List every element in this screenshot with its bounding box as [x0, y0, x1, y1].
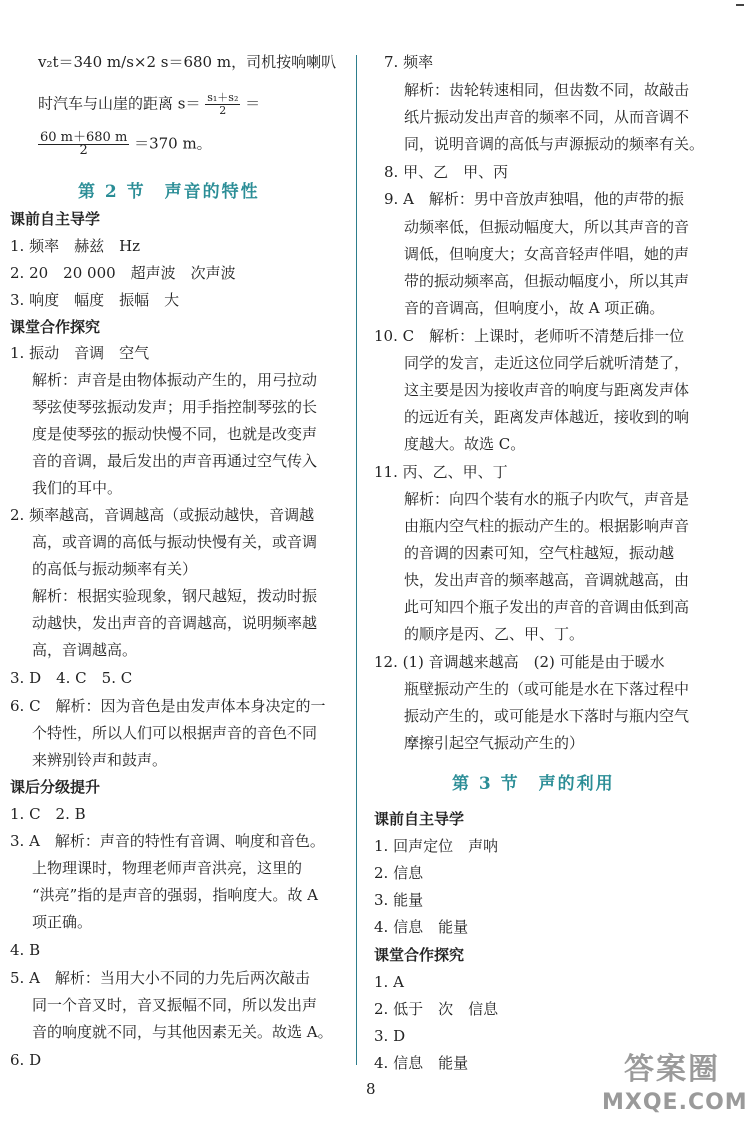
- explanation-line: 高，音调越高。: [32, 641, 138, 659]
- explanation-line: 音的响度就不同，与其他因素无关。故选 A。: [32, 1023, 333, 1041]
- explanation-line: 此可知四个瓶子发出的声音的音调由低到高: [404, 598, 690, 616]
- column-divider: [356, 55, 357, 1065]
- explanation-line: “洪亮”指的是声音的强弱，指响度大。故 A: [32, 886, 318, 904]
- explanation-line: 来辨别铃声和鼓声。: [32, 751, 168, 769]
- explanation-line: 纸片振动发出声音的频率不同，从而音调不: [404, 108, 690, 126]
- explanation-line: 音的音调高，但响度小，故 A 项正确。: [404, 299, 665, 317]
- explanation-line: 的音调的因素可知，空气柱越短，振动越: [404, 544, 675, 562]
- answer-item: 1. C 2. B: [10, 805, 86, 823]
- watermark-logo: [602, 1050, 748, 1124]
- explanation-line: 调低，但响度大；女高音轻声伴唱，她的声: [404, 245, 690, 263]
- explanation-line: 解析：向四个装有水的瓶子内吹气，声音是: [404, 490, 690, 508]
- fraction-denominator: 2: [219, 104, 227, 117]
- explanation-line: 音的音调，最后发出的声音再通过空气传入: [32, 452, 318, 470]
- answer-item: 1. A: [374, 973, 404, 991]
- watermark-text: 答案圈: [624, 1052, 720, 1087]
- answer-item: 3. 能量: [374, 891, 424, 909]
- explanation-line: 带的振动频率高，但振动幅度小，所以其声: [404, 272, 690, 290]
- subsection-heading: 课前自主导学: [374, 810, 465, 828]
- answer-item: 6. D: [10, 1051, 42, 1069]
- answer-item: 5. A 解析：当用大小不同的力先后两次敲击: [10, 969, 310, 987]
- answer-item: 2. 信息: [374, 864, 424, 882]
- fraction-numerator: 60 m＋680 m: [40, 130, 128, 145]
- explanation-line: 上物理课时，物理老师声音洪亮，这里的: [32, 859, 303, 877]
- explanation-line: 解析：根据实验现象，钢尺越短，拨动时振: [32, 587, 318, 605]
- explanation-line: 的高低与振动频率有关）: [32, 560, 198, 578]
- text-segment: 时汽车与山崖的距离 s＝: [38, 94, 201, 113]
- answer-item: 3. 响度 幅度 振幅 大: [10, 291, 180, 309]
- explanation-line: 动频率低，但振动幅度大，所以其声音的音: [404, 218, 690, 236]
- answer-item: 8. 甲、乙 甲、丙: [384, 163, 509, 181]
- answer-item: 12. (1) 音调越来越高 (2) 可能是由于暖水: [374, 653, 665, 671]
- fraction-denominator: 2: [79, 143, 88, 158]
- subsection-heading: 课后分级提升: [10, 778, 101, 796]
- explanation-line: 的顺序是丙、乙、甲、丁。: [404, 625, 585, 643]
- answer-item: 6. C 解析：因为音色是由发声体本身决定的一: [10, 697, 326, 715]
- section-title: 第 2 节 声音的特性: [78, 182, 260, 202]
- answer-item: 1. 回声定位 声呐: [374, 837, 499, 855]
- subsection-heading: 课前自主导学: [10, 210, 101, 228]
- answer-item: 11. 丙、乙、甲、丁: [374, 463, 508, 481]
- explanation-line: 快，发出声音的频率越高，音调就越高，由: [404, 571, 690, 589]
- explanation-line: 解析：齿轮转速相同，但齿数不同，故敲击: [404, 81, 690, 99]
- answer-item: 1. 频率 赫兹 Hz: [10, 237, 141, 255]
- explanation-line: 同，说明音调的高低与声源振动的频率有关。: [404, 135, 705, 153]
- text-line: v₂t＝340 m/s×2 s＝680 m，司机按响喇叭: [38, 53, 337, 71]
- answer-item: 1. 振动 音调 空气: [10, 344, 150, 362]
- explanation-line: 度是使琴弦的振动快慢不同，也就是改变声: [32, 425, 318, 443]
- answer-item: 10. C 解析：上课时，老师听不清楚后排一位: [374, 327, 685, 345]
- watermark-url: MXQE.COM: [602, 1090, 748, 1115]
- page-number: 8: [366, 1080, 376, 1098]
- explanation-line: 同学的发言，走近这位同学后就听清楚了，: [404, 354, 690, 372]
- explanation-line: 度越大。故选 C。: [404, 435, 526, 453]
- explanation-line: 瓶壁振动产生的（或可能是水在下落过程中: [404, 680, 690, 698]
- answer-item: 3. D 4. C 5. C: [10, 669, 133, 687]
- text-segment: ＝370 m。: [134, 134, 212, 153]
- explanation-line: 由瓶内空气柱的振动产生的。根据影响声音: [404, 517, 690, 535]
- fraction: [38, 132, 129, 157]
- subsection-heading: 课堂合作探究: [374, 946, 465, 964]
- answer-item: 4. 信息 能量: [374, 918, 469, 936]
- answer-item: 2. 频率越高，音调越高（或振动越快，音调越: [10, 506, 315, 524]
- explanation-line: 高，或音调的高低与振动快慢有关，或音调: [32, 533, 318, 551]
- answer-item: 7. 频率: [384, 53, 434, 71]
- explanation-line: 的远近有关，距离发声体越近，接收到的响: [404, 408, 690, 426]
- subsection-heading: 课堂合作探究: [10, 318, 101, 336]
- text-line: [38, 92, 260, 117]
- explanation-line: 项正确。: [32, 913, 93, 931]
- answer-item: 2. 低于 次 信息: [374, 1000, 499, 1018]
- text-line: [38, 132, 212, 157]
- corner-mark: [736, 4, 744, 6]
- answer-item: 2. 20 20 000 超声波 次声波: [10, 264, 236, 282]
- explanation-line: 解析：声音是由物体振动产生的，用弓拉动: [32, 371, 318, 389]
- explanation-line: 摩擦引起空气振动产生的）: [404, 734, 585, 752]
- explanation-line: 我们的耳中。: [32, 479, 123, 497]
- explanation-line: 振动产生的，或可能是水下落时与瓶内空气: [404, 707, 690, 725]
- explanation-line: 个特性，所以人们可以根据声音的音色不同: [32, 724, 318, 742]
- fraction-numerator: s₁＋s₂: [207, 91, 239, 104]
- answer-item: 4. 信息 能量: [374, 1054, 469, 1072]
- text-segment: ＝: [245, 94, 261, 113]
- fraction: [205, 92, 240, 117]
- explanation-line: 同一个音叉时，音叉振幅不同，所以发出声: [32, 996, 318, 1014]
- section-title: 第 3 节 声的利用: [452, 774, 615, 794]
- answer-item: 4. B: [10, 941, 41, 959]
- answer-item: 9. A 解析：男中音放声独唱，他的声带的振: [384, 190, 684, 208]
- explanation-line: 这主要是因为接收声音的响度与距离发声体: [404, 381, 690, 399]
- explanation-line: 琴弦使琴弦振动发声；用手指控制琴弦的长: [32, 398, 318, 416]
- answer-item: 3. D: [374, 1027, 406, 1045]
- answer-item: 3. A 解析：声音的特性有音调、响度和音色。: [10, 832, 325, 850]
- explanation-line: 动越快，发出声音的音调越高，说明频率越: [32, 614, 318, 632]
